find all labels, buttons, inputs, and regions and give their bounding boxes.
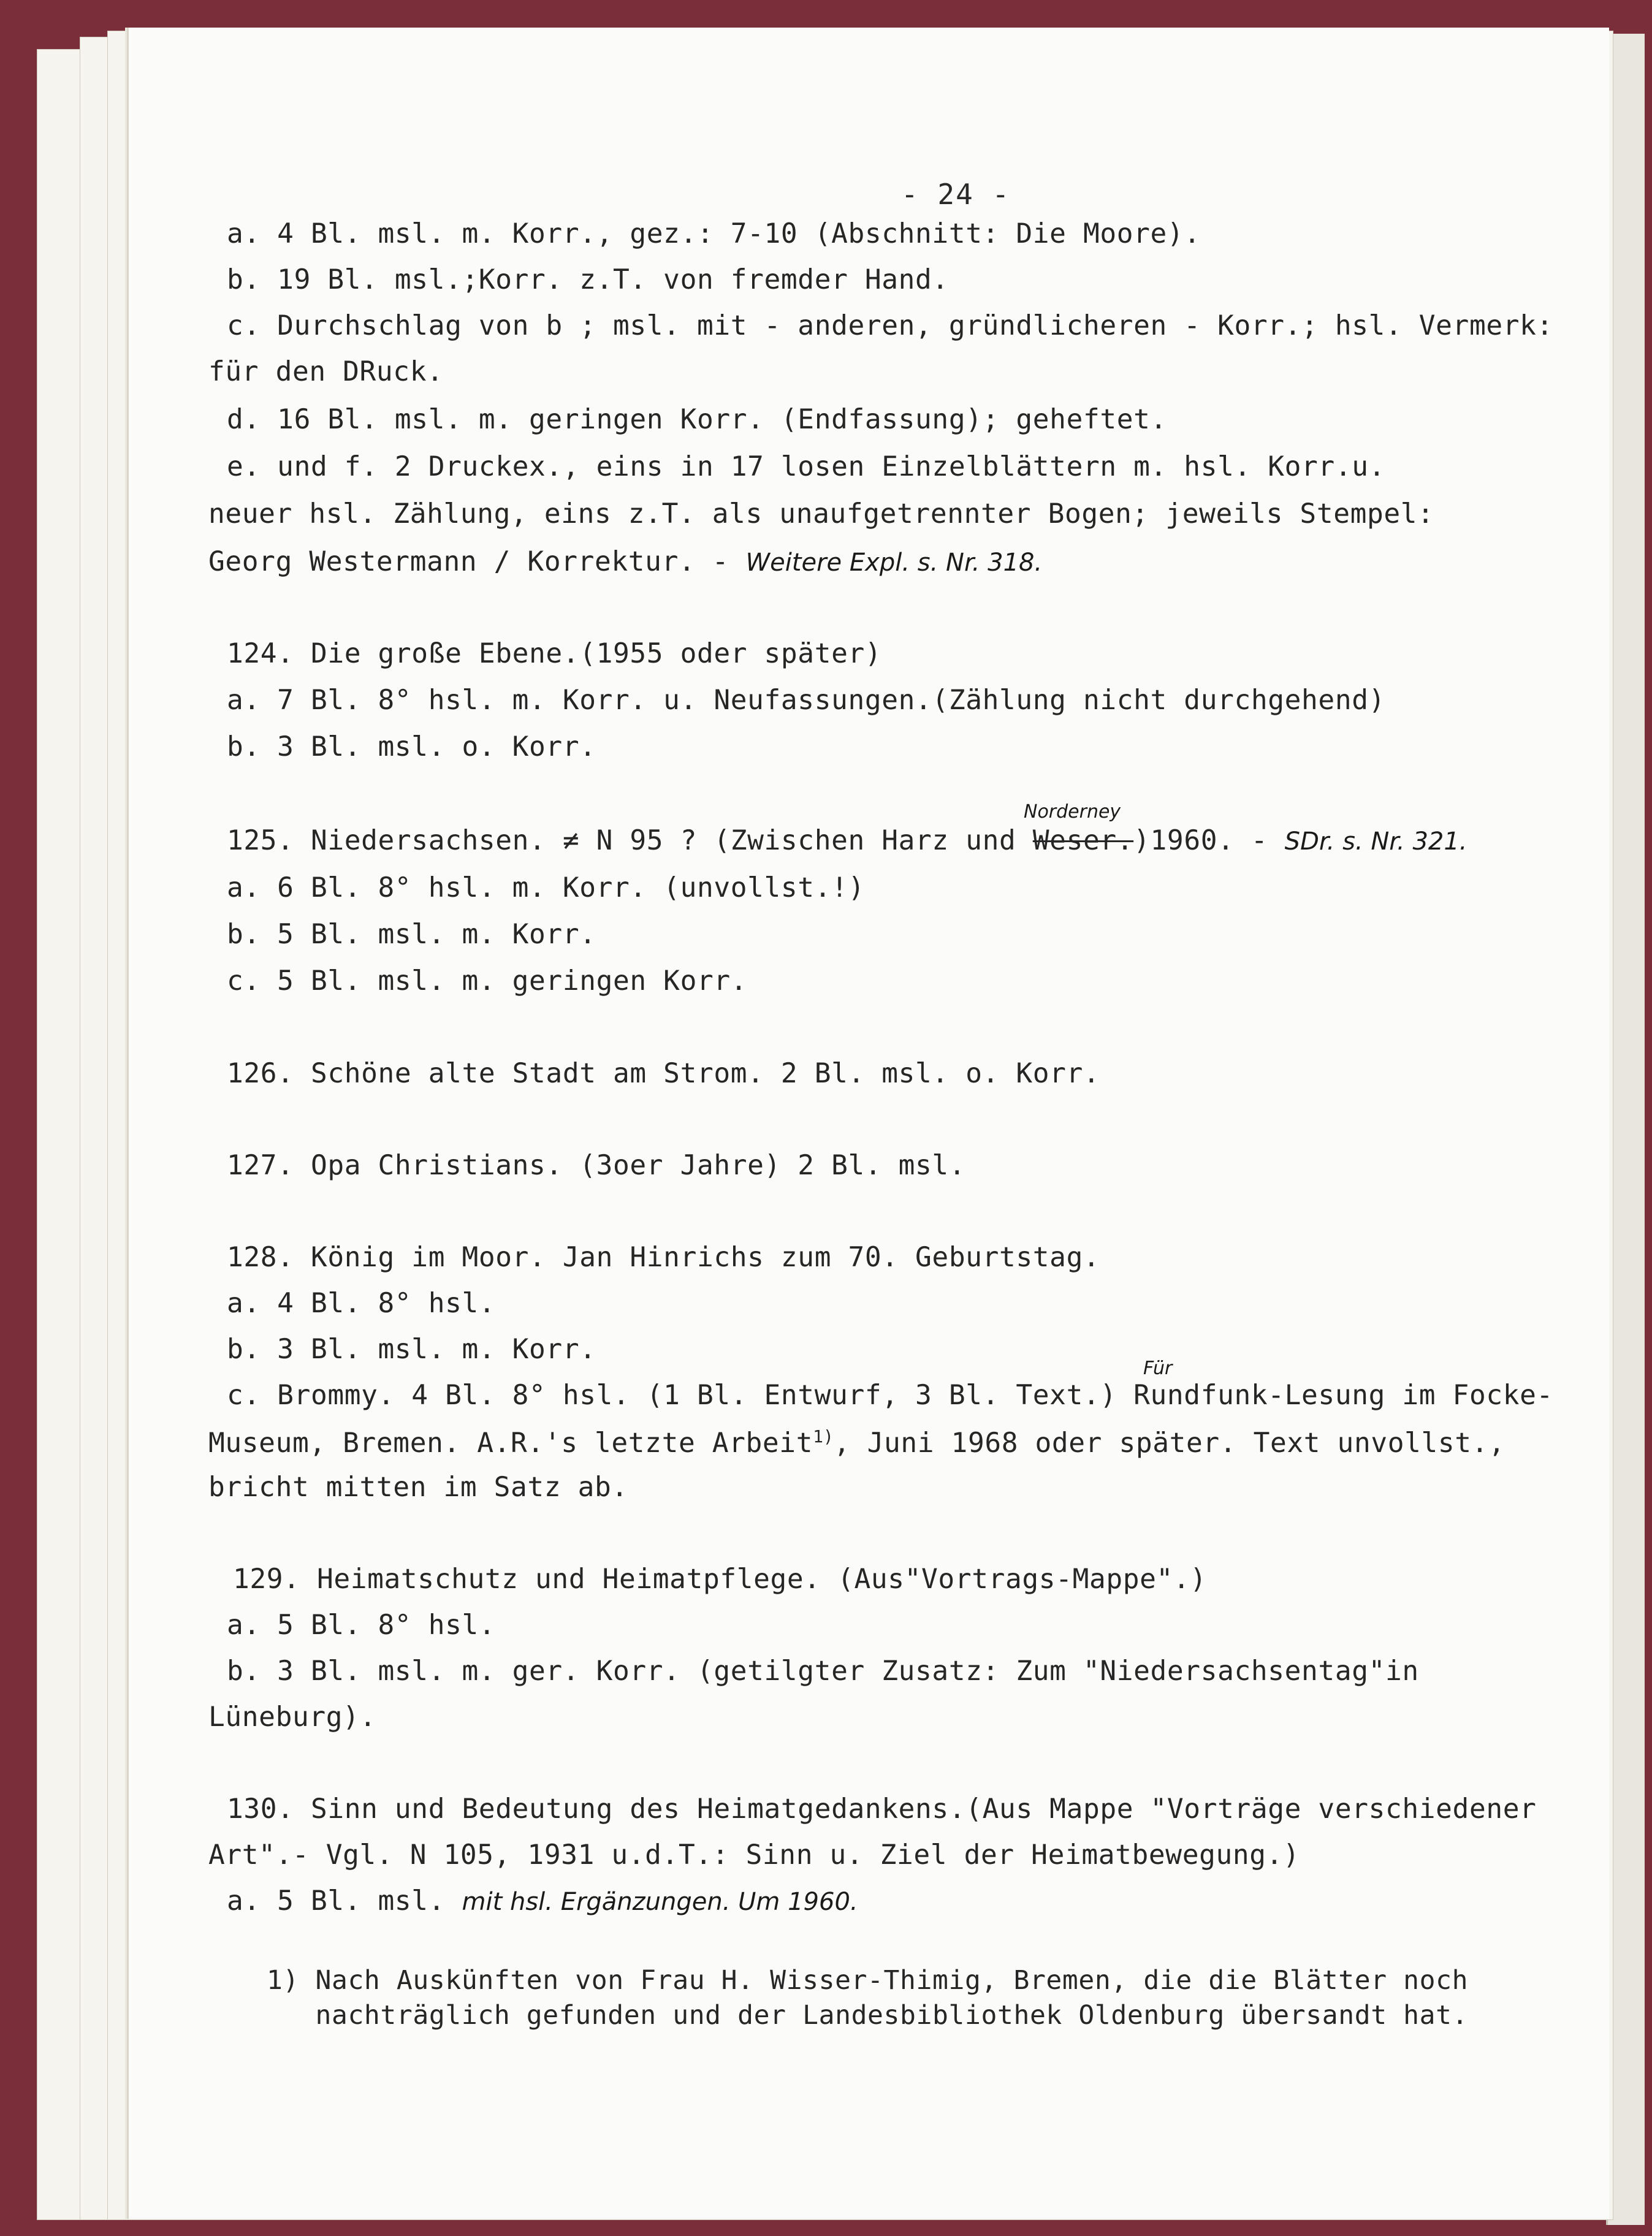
struck-text: Weser. [1032, 825, 1134, 856]
page-number: - 24 - [901, 178, 1011, 211]
text-line [227, 965, 748, 997]
line-text: neuer hsl. Zählung, eins z.T. als unaufgetrennter Bogen; jeweils Stempel: [208, 498, 1434, 530]
line-text: b. 3 Bl. msl. m. Korr. [227, 1334, 596, 1365]
text-line [227, 1382, 1553, 1410]
line-text: 124. Die große Ebene.(1955 oder später) [227, 638, 882, 669]
line-text: d. 16 Bl. msl. m. geringen Korr. (Endfassung); geheftet. [227, 404, 1167, 435]
entry-heading [227, 1152, 965, 1180]
text-line [227, 264, 949, 295]
text-line [227, 687, 1385, 715]
text-line [227, 1290, 495, 1318]
text-line [208, 1428, 1505, 1457]
line-text: Museum, Bremen. A.R.'s letzte Arbeit [208, 1427, 813, 1459]
text-line [227, 1658, 1419, 1686]
text-line [208, 356, 444, 387]
entry-heading [227, 1793, 1537, 1825]
text-line [227, 1336, 596, 1364]
text-line [208, 1474, 628, 1502]
footnote-marker: 1) [813, 1426, 834, 1447]
line-text: Lüneburg). [208, 1702, 376, 1733]
entry-heading [233, 1566, 1207, 1594]
line-text: 128. König im Moor. Jan Hinrichs zum 70. Geburtstag. [227, 1242, 1100, 1273]
text-line [208, 498, 1434, 530]
line-text: a. 4 Bl. 8° hsl. [227, 1288, 496, 1319]
line-text: , Juni 1968 oder später. Text unvollst., [833, 1427, 1505, 1459]
line-text: nachträglich gefunden und der Landesbibliothek Oldenburg übersandt hat. [267, 2000, 1469, 2031]
line-text: b. 3 Bl. msl. o. Korr. [227, 731, 596, 762]
line-text: a. 5 Bl. msl. [227, 1885, 462, 1917]
line-text: für den DRuck. [208, 356, 444, 387]
text-line [227, 218, 1201, 249]
text-line [208, 1839, 1300, 1871]
handwritten-insertion: Norderney [1024, 801, 1121, 823]
line-text: 130. Sinn und Bedeutung des Heimatgedankens.(Aus Mappe "Vorträge verschiedener [227, 1793, 1537, 1825]
text-line [227, 406, 1167, 434]
line-text: b. 3 Bl. msl. m. ger. Korr. (getilgter Zusatz: Zum "Niedersachsentag"in [227, 1656, 1419, 1687]
text-line [227, 1612, 495, 1640]
text-line [227, 872, 865, 903]
text-line [208, 546, 1043, 577]
line-text: 127. Opa Christians. (3oer Jahre) 2 Bl. msl. [227, 1150, 966, 1181]
handwritten-insertion: Für [1143, 1358, 1173, 1379]
line-text: 129. Heimatschutz und Heimatpflege. (Aus"Vortrags-Mappe".) [233, 1564, 1207, 1595]
entry-heading [227, 638, 882, 669]
text-line [208, 1704, 376, 1732]
line-text: c. Durchschlag von b ; msl. mit - anderen, gründlicheren - Korr.; hsl. Vermerk: [227, 310, 1553, 341]
line-text: a. 4 Bl. msl. m. Korr., gez.: 7-10 (Abschnitt: Die Moore). [227, 218, 1201, 249]
line-text: Art".- Vgl. N 105, 1931 u.d.T.: Sinn u. Ziel der Heimatbewegung.) [208, 1839, 1300, 1871]
document-page [129, 28, 1609, 2219]
line-text: 125. Niedersachsen. ≠ N 95 ? (Zwischen Harz und [227, 825, 1033, 856]
text-line [227, 310, 1553, 341]
line-text: 1) Nach Auskünften von Frau H. Wisser-Thimig, Bremen, die die Blätter noch [267, 1965, 1469, 1996]
line-text: a. 5 Bl. 8° hsl. [227, 1610, 496, 1641]
line-text: Georg Westermann / Korrektur. - [208, 546, 746, 577]
line-text: b. 19 Bl. msl.;Korr. z.T. von fremder Hand. [227, 264, 949, 295]
text-line [227, 731, 596, 762]
line-text: 126. Schöne alte Stadt am Strom. 2 Bl. msl. o. Korr. [227, 1058, 1100, 1089]
line-text: bricht mitten im Satz ab. [208, 1472, 628, 1503]
line-text: a. 6 Bl. 8° hsl. m. Korr. (unvollst.!) [227, 872, 865, 903]
line-text: b. 5 Bl. msl. m. Korr. [227, 919, 596, 950]
entry-heading [227, 827, 1467, 855]
handwritten-note: SDr. s. Nr. 321. [1284, 827, 1467, 856]
text-line [227, 451, 1385, 482]
line-text: a. 7 Bl. 8° hsl. m. Korr. u. Neufassungen.(Zählung nicht durchgehend) [227, 685, 1385, 716]
line-text: c. 5 Bl. msl. m. geringen Korr. [227, 965, 748, 997]
line-text: e. und f. 2 Druckex., eins in 17 losen Einzelblättern m. hsl. Korr.u. [227, 451, 1385, 482]
line-text: c. Brommy. 4 Bl. 8° hsl. (1 Bl. Entwurf, 3 Bl. Text.) Rundfunk-Lesung im Focke- [227, 1380, 1553, 1411]
entry-heading [227, 1244, 1100, 1272]
footnote [267, 1965, 1469, 1996]
handwritten-note: Weitere Expl. s. Nr. 318. [745, 549, 1043, 577]
handwritten-note: mit hsl. Ergänzungen. Um 1960. [462, 1888, 858, 1916]
line-text: )1960. - [1133, 825, 1285, 856]
entry-heading [227, 1060, 1100, 1088]
text-line [227, 1885, 858, 1917]
footnote [267, 2002, 1468, 2029]
text-line [227, 921, 596, 949]
